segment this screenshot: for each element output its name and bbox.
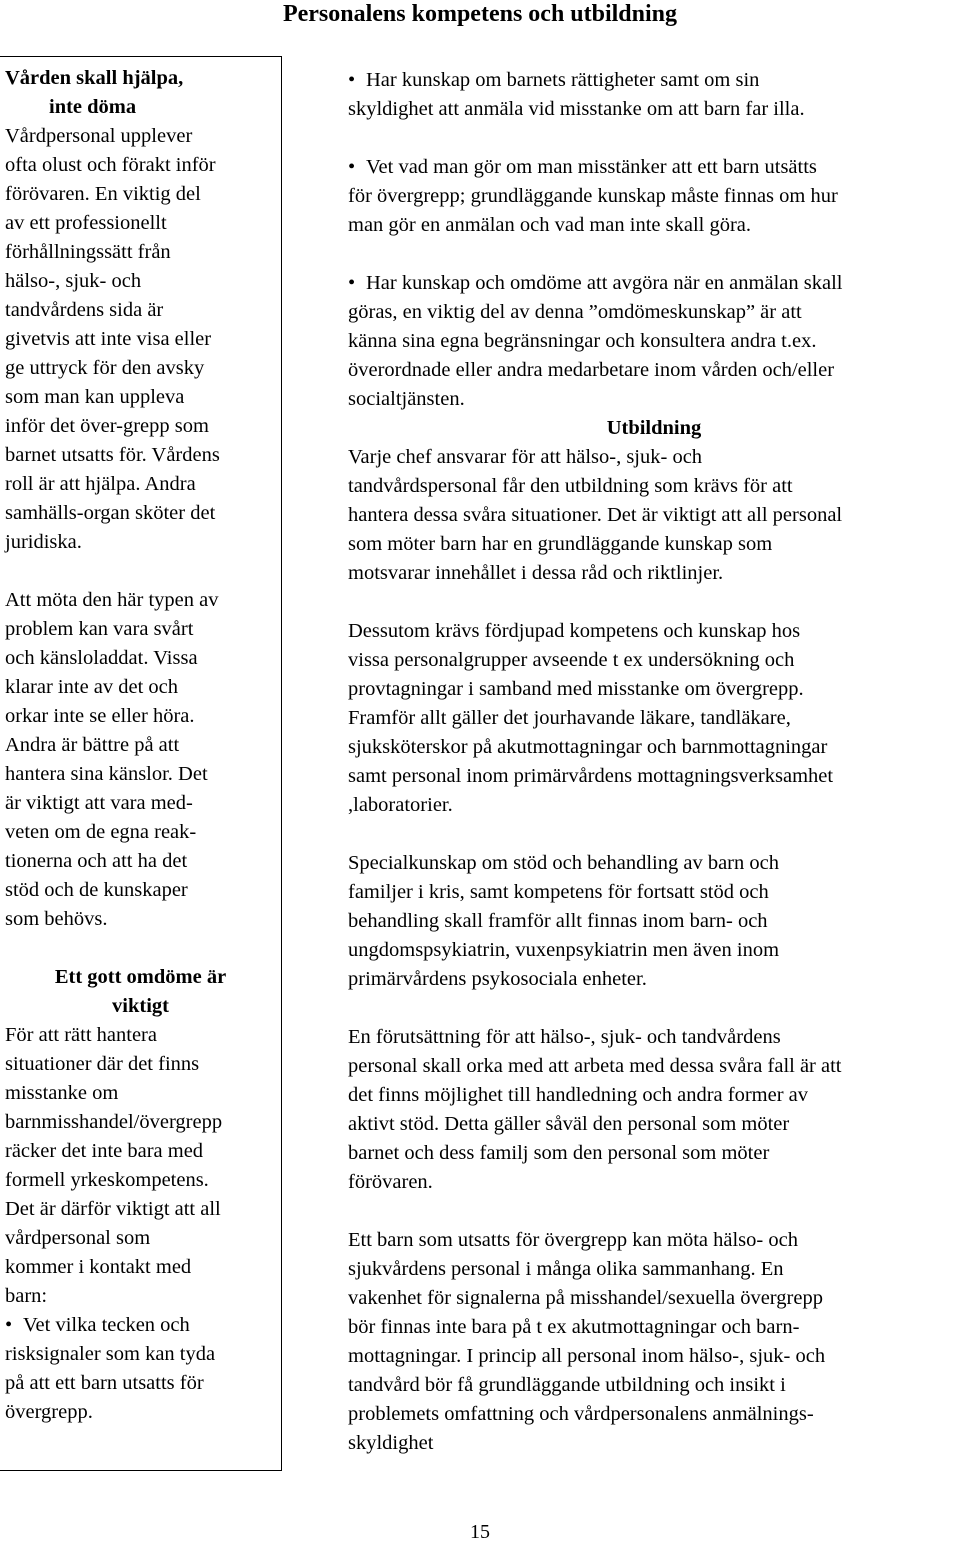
text-line: av ett professionellt xyxy=(5,212,167,234)
text-line: provtagningar i samband med misstanke om övergrepp. xyxy=(348,678,804,700)
text-line: skyldighet att anmäla vid misstanke om att barn far illa. xyxy=(348,98,805,120)
main-paragraph-3 xyxy=(348,849,960,994)
sidebar-heading-1: Vården skall hjälpa, xyxy=(5,67,184,89)
text-line: givetvis att inte visa eller xyxy=(5,328,212,350)
main-paragraph-5 xyxy=(348,1226,960,1458)
text-line: som möter barn har en grundläggande kunskap som xyxy=(348,533,773,555)
text-line: barn: xyxy=(5,1285,48,1307)
text-line: som behövs. xyxy=(5,908,108,930)
text-line: känna sina egna begränsningar och konsultera andra t.ex. xyxy=(348,330,817,352)
spacer xyxy=(348,240,960,269)
bullet-icon: • xyxy=(348,69,356,91)
text-line: skyldighet xyxy=(348,1432,434,1454)
text-line: Andra är bättre på att xyxy=(5,734,180,756)
text-line: stöd och de kunskaper xyxy=(5,879,188,901)
text-line: som man kan uppleva xyxy=(5,386,185,408)
sidebar-border-bottom xyxy=(0,1470,282,1471)
text-line: bör finnas inte bara på t ex akutmottagningar och barn- xyxy=(348,1316,800,1338)
text-line: tionerna och att ha det xyxy=(5,850,188,872)
text-line: förövaren. xyxy=(348,1171,433,1193)
section-heading-utbildning: Utbildning xyxy=(606,417,702,439)
text-line: familjer i kris, samt kompetens för fortsatt stöd och xyxy=(348,881,769,903)
spacer xyxy=(5,934,276,963)
text-line: problemets omfattning och vårdpersonalens anmälnings- xyxy=(348,1403,814,1425)
bullet-item-2 xyxy=(348,153,960,240)
text-line: barnet och dess familj som den personal som möter xyxy=(348,1142,770,1164)
text-line: vissa personalgrupper avseende t ex undersökning och xyxy=(348,649,795,671)
sidebar-bullet xyxy=(5,1311,276,1427)
sidebar-border-right xyxy=(281,56,282,1470)
text-line: Vet vad man gör om man misstänker att ett barn utsätts xyxy=(366,156,817,178)
text-line: Att möta den här typen av xyxy=(5,589,219,611)
text-line: vakenhet för signalerna på misshandel/sexuella övergrepp xyxy=(348,1287,823,1309)
text-line: hälso-, sjuk- och xyxy=(5,270,142,292)
text-line: Ett barn som utsatts för övergrepp kan möta hälso- och xyxy=(348,1229,798,1251)
text-line: Dessutom krävs fördjupad kompetens och kunskap hos xyxy=(348,620,801,642)
text-line: förhållningssätt från xyxy=(5,241,171,263)
text-line: tandvårdspersonal får den utbildning som krävs för att xyxy=(348,475,793,497)
text-line: orkar inte se eller höra. xyxy=(5,705,195,727)
text-line: Det är därför viktigt att all xyxy=(5,1198,221,1220)
text-line: överordnade eller andra medarbetare inom vården och/eller xyxy=(348,359,835,381)
text-line: behandling skall framför allt finnas inom barn- och xyxy=(348,910,768,932)
text-line: förövaren. En viktig del xyxy=(5,183,201,205)
text-line: räcker det inte bara med xyxy=(5,1140,204,1162)
text-line: situationer där det finns xyxy=(5,1053,200,1075)
text-line: Varje chef ansvarar för att hälso-, sjuk- och xyxy=(348,446,703,468)
text-line: mottagningar. I princip all personal inom hälso-, sjuk- och xyxy=(348,1345,826,1367)
text-line: hantera sina känslor. Det xyxy=(5,763,208,785)
bullet-icon: • xyxy=(5,1314,13,1336)
spacer xyxy=(348,820,960,849)
text-line: misstanke om xyxy=(5,1082,119,1104)
sidebar-paragraph-1 xyxy=(5,122,276,557)
text-line: Vet vilka tecken och xyxy=(23,1314,190,1336)
text-line: En förutsättning för att hälso-, sjuk- och tandvårdens xyxy=(348,1026,781,1048)
text-line: problem kan vara svårt xyxy=(5,618,194,640)
text-line: juridiska. xyxy=(5,531,82,553)
text-line: För att rätt hantera xyxy=(5,1024,157,1046)
page-number: 15 xyxy=(470,1521,490,1543)
text-line: formell yrkeskompetens. xyxy=(5,1169,209,1191)
spacer xyxy=(5,557,276,586)
text-line: socialtjänsten. xyxy=(348,388,465,410)
bullet-icon: • xyxy=(348,272,356,294)
spacer xyxy=(348,124,960,153)
bullet-line xyxy=(348,269,960,298)
text-line: sjuksköterskor på akutmottagningar och barnmottagningar xyxy=(348,736,828,758)
text-line: hantera dessa svåra situationer. Det är viktigt att all personal xyxy=(348,504,843,526)
sidebar-paragraph-2 xyxy=(5,586,276,934)
text-line: ,laboratorier. xyxy=(348,794,453,816)
text-line: sjukvårdens personal i många olika sammanhang. En xyxy=(348,1258,784,1280)
sidebar-heading-1b: inte döma xyxy=(49,96,137,118)
text-line: på att ett barn utsatts för xyxy=(5,1372,204,1394)
text-line: samhälls-organ sköter det xyxy=(5,502,216,524)
text-line: risksignaler som kan tyda xyxy=(5,1343,216,1365)
text-line: klarar inte av det och xyxy=(5,676,179,698)
text-line: vårdpersonal som xyxy=(5,1227,151,1249)
text-line: det finns möjlighet till handledning och andra former av xyxy=(348,1084,808,1106)
spacer xyxy=(348,1197,960,1226)
text-line: aktivt stöd. Detta gäller såväl den personal som möter xyxy=(348,1113,790,1135)
text-line: ungdomspsykiatrin, vuxenpsykiatrin men även inom xyxy=(348,939,780,961)
text-line: Framför allt gäller det jourhavande läkare, tandläkare, xyxy=(348,707,791,729)
text-line: samt personal inom primärvårdens mottagningsverksamhet xyxy=(348,765,834,787)
text-line: roll är att hjälpa. Andra xyxy=(5,473,196,495)
page-title: Personalens kompetens och utbildning xyxy=(282,1,678,27)
text-line: Har kunskap om barnets rättigheter samt om sin xyxy=(366,69,760,91)
sidebar-box xyxy=(0,56,280,1470)
sidebar-paragraph-3 xyxy=(5,1021,276,1311)
bullet-item-1 xyxy=(348,66,960,124)
text-line: motsvarar innehållet i dessa råd och riktlinjer. xyxy=(348,562,724,584)
text-line: barnmisshandel/övergrepp xyxy=(5,1111,223,1133)
bullet-line xyxy=(348,153,960,182)
text-line: och känsloladdat. Vissa xyxy=(5,647,198,669)
text-line: för övergrepp; grundläggande kunskap måste finnas om hur xyxy=(348,185,838,207)
text-line: Specialkunskap om stöd och behandling av barn och xyxy=(348,852,779,874)
sidebar-heading-2b: viktigt xyxy=(112,995,169,1017)
text-line: ofta olust och förakt inför xyxy=(5,154,216,176)
text-line: Vårdpersonal upplever xyxy=(5,125,193,147)
main-paragraph-1 xyxy=(348,443,960,588)
text-line: personal skall orka med att arbeta med dessa svåra fall är att xyxy=(348,1055,842,1077)
main-paragraph-2 xyxy=(348,617,960,820)
text-line: barnet utsatts för. Vårdens xyxy=(5,444,220,466)
text-line: primärvårdens psykosociala enheter. xyxy=(348,968,647,990)
text-line: kommer i kontakt med xyxy=(5,1256,192,1278)
bullet-icon: • xyxy=(348,156,356,178)
bullet-item-3 xyxy=(348,269,960,414)
text-line: veten om de egna reak- xyxy=(5,821,197,843)
bullet-line xyxy=(348,66,960,95)
spacer xyxy=(348,588,960,617)
text-line: övergrepp. xyxy=(5,1401,93,1423)
text-line: göras, en viktig del av denna ”omdömeskunskap” är att xyxy=(348,301,802,323)
text-line: är viktigt att vara med- xyxy=(5,792,193,814)
main-paragraph-4 xyxy=(348,1023,960,1197)
text-line: tandvård bör få grundläggande utbildning och insikt i xyxy=(348,1374,786,1396)
text-line: ge uttryck för den avsky xyxy=(5,357,205,379)
main-column xyxy=(348,66,960,1458)
text-line: inför det över-grepp som xyxy=(5,415,209,437)
text-line: tandvårdens sida är xyxy=(5,299,164,321)
sidebar-heading-2: Ett gott omdöme är xyxy=(54,966,227,988)
text-line: Har kunskap och omdöme att avgöra när en anmälan skall xyxy=(366,272,843,294)
spacer xyxy=(348,994,960,1023)
text-line: man gör en anmälan och vad man inte skall göra. xyxy=(348,214,752,236)
bullet-line xyxy=(5,1311,276,1340)
